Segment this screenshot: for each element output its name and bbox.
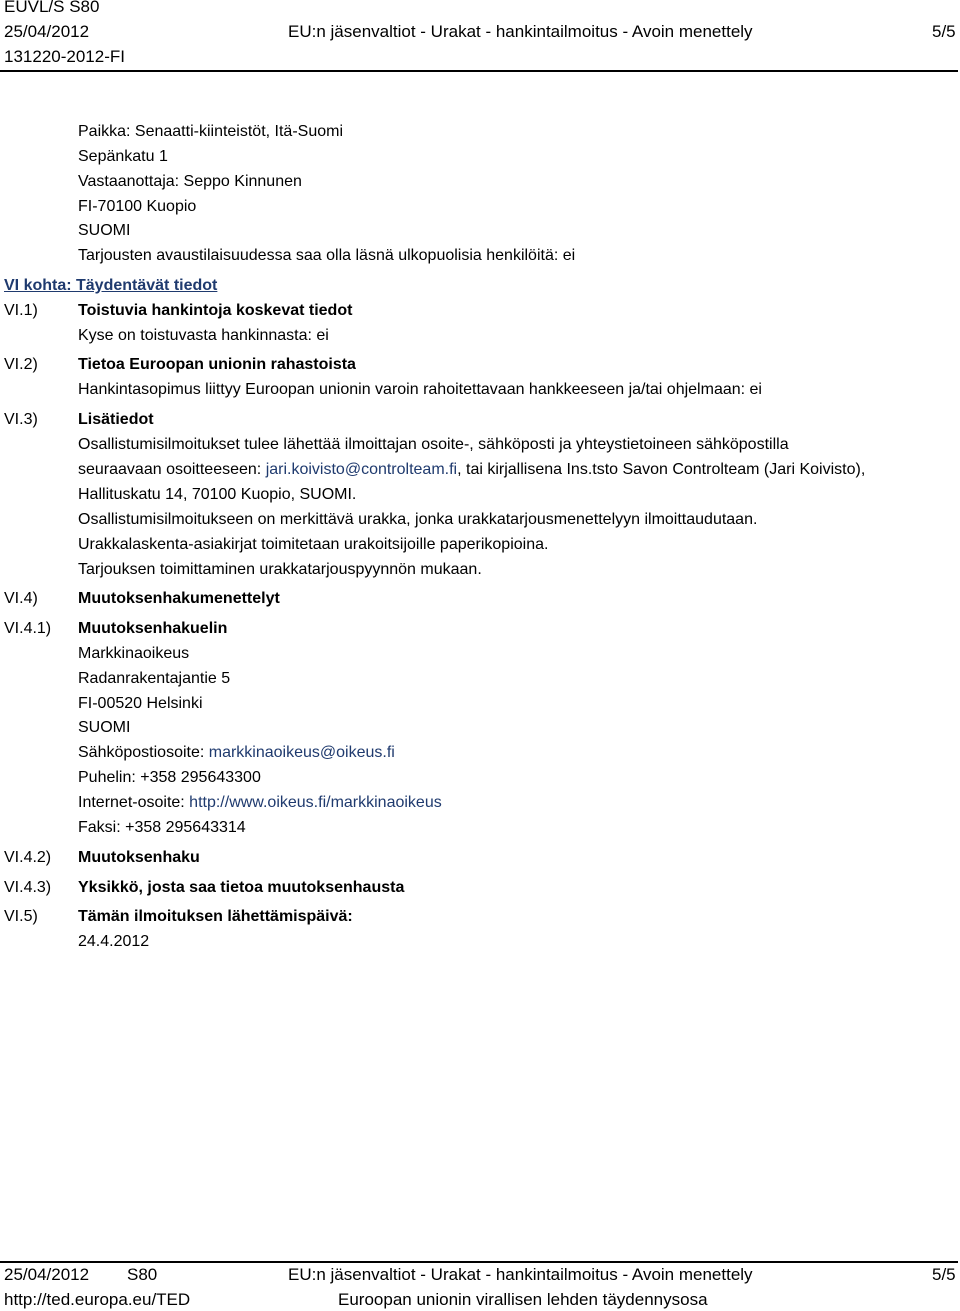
dispatch-date: 24.4.2012 bbox=[78, 933, 150, 950]
footer-rule bbox=[0, 1261, 958, 1263]
review-body-email-line bbox=[78, 744, 395, 762]
vi2-heading: Tietoa Euroopan unionin rahastoista bbox=[78, 356, 356, 373]
review-body-email-link[interactable]: markkinaoikeus@oikeus.fi bbox=[208, 744, 395, 761]
review-body-fax: Faksi: +358 295643314 bbox=[78, 819, 246, 836]
header-date: 25/04/2012 bbox=[4, 22, 90, 41]
review-body-street: Radanrakentajantie 5 bbox=[78, 670, 231, 687]
vi5-number: VI.5) bbox=[4, 908, 38, 925]
footer-series: S80 bbox=[127, 1265, 158, 1284]
vi5-heading: Tämän ilmoituksen lähettämispäivä: bbox=[78, 908, 353, 925]
review-body-web-link[interactable]: http://www.oikeus.fi/markkinaoikeus bbox=[189, 794, 442, 811]
footer-url[interactable]: http://ted.europa.eu/TED bbox=[4, 1290, 191, 1309]
vi41-number: VI.4.1) bbox=[4, 620, 52, 637]
vi43-heading: Yksikkö, josta saa tietoa muutoksenhausta bbox=[78, 879, 405, 896]
vi3-heading: Lisätiedot bbox=[78, 411, 154, 428]
vi3-number: VI.3) bbox=[4, 411, 38, 428]
review-body-postal: FI-00520 Helsinki bbox=[78, 695, 203, 712]
footer-subtitle: Euroopan unionin virallisen lehden täydennysosa bbox=[338, 1290, 708, 1309]
vi3-line5: Urakkalaskenta-asiakirjat toimitetaan urakoitsijoille paperikopioina. bbox=[78, 536, 549, 553]
review-body-phone: Puhelin: +358 295643300 bbox=[78, 769, 261, 786]
notice-number: 131220-2012-FI bbox=[4, 47, 125, 66]
header-page: 5/5 bbox=[932, 22, 956, 41]
web-label: Internet-osoite: bbox=[78, 794, 190, 811]
vi2-text: Hankintasopimus liittyy Euroopan unionin varoin rahoitettavaan hankkeeseen ja/tai ohjelmaan: ei bbox=[78, 381, 762, 398]
vi1-heading: Toistuvia hankintoja koskevat tiedot bbox=[78, 302, 353, 319]
footer-page: 5/5 bbox=[932, 1265, 956, 1284]
vi3-line2 bbox=[78, 461, 865, 479]
vi3-line6: Tarjouksen toimittaminen urakkatarjouspyynnön mukaan. bbox=[78, 561, 482, 578]
vi42-number: VI.4.2) bbox=[4, 849, 52, 866]
vi3-line4: Osallistumisilmoitukseen on merkittävä urakka, jonka urakkatarjousmenettelyyn ilmoittaudutaan. bbox=[78, 511, 758, 528]
vi42-heading: Muutoksenhaku bbox=[78, 849, 200, 866]
vi1-text: Kyse on toistuvasta hankinnasta: ei bbox=[78, 327, 329, 344]
vi4-heading: Muutoksenhakumenettelyt bbox=[78, 590, 280, 607]
vi1-number: VI.1) bbox=[4, 302, 38, 319]
vi2-number: VI.2) bbox=[4, 356, 38, 373]
header-title: EU:n jäsenvaltiot - Urakat - hankintailmoitus - Avoin menettely bbox=[288, 22, 753, 41]
doc-id: EUVL/S S80 bbox=[4, 0, 100, 16]
review-body-country: SUOMI bbox=[78, 719, 131, 736]
opening-attendance: Tarjousten avaustilaisuudessa saa olla läsnä ulkopuolisia henkilöitä: ei bbox=[78, 247, 576, 264]
section-title: VI kohta: Täydentävät tiedot bbox=[4, 277, 218, 294]
review-body-web-line bbox=[78, 794, 442, 812]
opening-country: SUOMI bbox=[78, 222, 131, 239]
footer-title: EU:n jäsenvaltiot - Urakat - hankintailmoitus - Avoin menettely bbox=[288, 1265, 753, 1284]
opening-place: Paikka: Senaatti-kiinteistöt, Itä-Suomi bbox=[78, 123, 344, 140]
opening-postal: FI-70100 Kuopio bbox=[78, 198, 197, 215]
vi4-number: VI.4) bbox=[4, 590, 38, 607]
vi3-line1: Osallistumisilmoitukset tulee lähettää ilmoittajan osoite-, sähköposti ja yhteystietoineen sähköpostilla bbox=[78, 436, 789, 453]
header-rule bbox=[0, 70, 958, 72]
vi41-heading: Muutoksenhakuelin bbox=[78, 620, 228, 637]
vi43-number: VI.4.3) bbox=[4, 879, 52, 896]
footer-date: 25/04/2012 bbox=[4, 1265, 90, 1284]
opening-recipient: Vastaanottaja: Seppo Kinnunen bbox=[78, 173, 302, 190]
vi3-line3: Hallituskatu 14, 70100 Kuopio, SUOMI. bbox=[78, 486, 357, 503]
vi3-line2-post: , tai kirjallisena Ins.tsto Savon Controlteam (Jari Koivisto), bbox=[457, 461, 866, 478]
contact-email-link[interactable]: jari.koivisto@controlteam.fi bbox=[265, 461, 458, 478]
vi3-line2-pre: seuraavaan osoitteeseen: bbox=[78, 461, 266, 478]
email-label: Sähköpostiosoite: bbox=[78, 744, 209, 761]
opening-street: Sepänkatu 1 bbox=[78, 148, 168, 165]
review-body-name: Markkinaoikeus bbox=[78, 645, 190, 662]
